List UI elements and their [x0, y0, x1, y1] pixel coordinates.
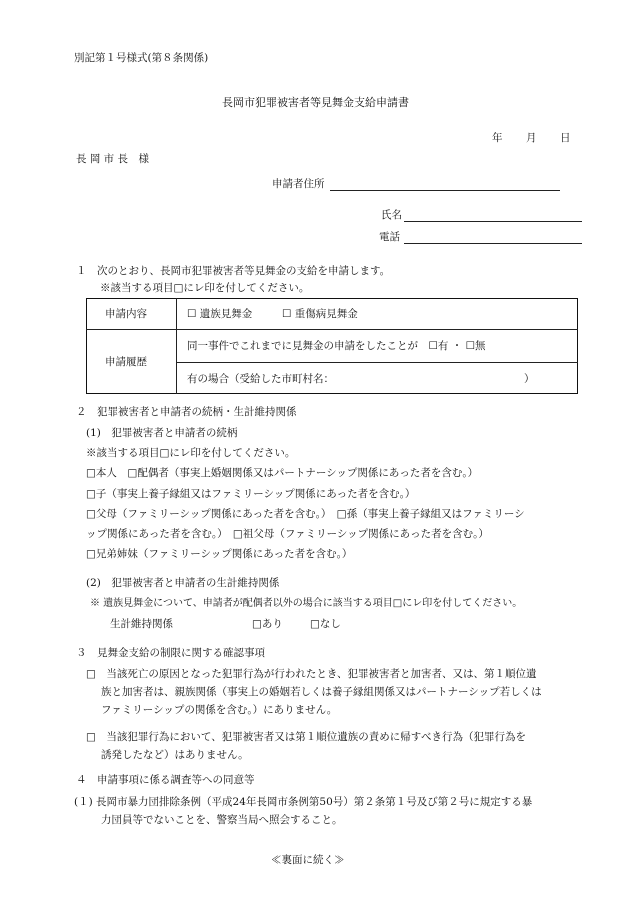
section3-item1-line1[interactable]: □ 当該死亡の原因となった犯罪行為が行われたとき、犯罪被害者と加害者、又は、第１順位遺	[86, 668, 537, 680]
section1-note: ※該当する項目□にレ印を付してください。	[100, 282, 310, 294]
applicant-address-label: 申請者住所	[272, 178, 325, 190]
section1-heading: １ 次のとおり、長岡市犯罪被害者等見舞金の支給を申請します。	[76, 265, 391, 277]
section4-item1-line1: (１) 長岡市暴力団排除条例（平成24年長岡市条例第50号）第２条第１号及び第２号に規定する暴	[74, 796, 533, 808]
section3-heading: ３ 見舞金支給の制限に関する確認事項	[76, 647, 265, 659]
relation-line5[interactable]: □兄弟姉妹（ファミリーシップ関係にあった者を含む。）	[86, 548, 353, 560]
relation-line4[interactable]: ップ関係にあった者を含む。） □祖父母（ファミリーシップ関係にあった者を含む。）	[86, 528, 489, 540]
section2-heading: ２ 犯罪被害者と申請者の続柄・生計維持関係	[76, 406, 297, 418]
table-row2-label: 申請履歴	[105, 356, 147, 368]
livelihood-yes-checkbox[interactable]: □あり	[252, 618, 283, 630]
applicant-name-field[interactable]	[404, 221, 582, 222]
livelihood-label: 生計維持関係	[110, 618, 173, 630]
date-day: 日	[560, 132, 571, 144]
section2-note2: ※ 遺族見舞金について、申請者が配偶者以外の場合に該当する項目□にレ印を付してください。	[90, 598, 523, 609]
checkbox-bereaved-benefit[interactable]: ☐ 遺族見舞金	[187, 308, 253, 320]
date-month: 月	[526, 132, 537, 144]
relation-line2[interactable]: □子（事実上養子縁組又はファミリーシップ関係にあった者を含む。）	[86, 488, 416, 500]
table-divider-row1	[86, 329, 578, 330]
page-title: 長岡市犯罪被害者等見舞金支給申請書	[222, 96, 409, 109]
prior-municipality-label: 有の場合（受給した市町村名：	[187, 373, 334, 385]
section4-item1-line2: 力団員等でないことを、警察当局へ照会すること。	[101, 814, 343, 826]
relation-line1[interactable]: □本人 □配偶者（事実上婚姻関係又はパートナーシップ関係にあった者を含む。）	[86, 467, 479, 479]
checkbox-serious-injury-benefit[interactable]: ☐ 重傷病見舞金	[282, 308, 358, 320]
form-number: 別記第１号様式(第８条関係)	[74, 52, 209, 64]
section3-item2-line1[interactable]: □ 当該犯罪行為において、犯罪被害者又は第１順位遺族の責めに帰すべき行為（犯罪行為を	[86, 731, 526, 743]
prior-application-question[interactable]: 同一事件でこれまでに見舞金の申請をしたことが ☐有 ・ ☐無	[187, 340, 486, 352]
applicant-name-label: 氏名	[381, 209, 402, 221]
relation-line3[interactable]: □父母（ファミリーシップ関係にあった者を含む。） □孫（事実上養子縁組又はファミリーシ	[86, 508, 525, 520]
addressee: 長 岡 市 長 様	[76, 153, 150, 165]
table-divider-row2	[176, 362, 578, 363]
section2-sub1: (1) 犯罪被害者と申請者の続柄	[86, 427, 238, 439]
applicant-phone-label: 電話	[379, 231, 400, 243]
section2-sub2: (2) 犯罪被害者と申請者の生計維持関係	[86, 577, 280, 589]
section3-item1-line3: ファミリーシップの関係を含む。）にありません。	[101, 704, 338, 716]
livelihood-no-checkbox[interactable]: □なし	[310, 618, 341, 630]
section4-heading: ４ 申請事項に係る調査等への同意等	[76, 774, 255, 786]
section2-note: ※該当する項目□にレ印を付してください。	[86, 447, 296, 459]
table-divider-vertical	[176, 298, 177, 394]
prior-municipality-close: ）	[524, 373, 535, 385]
date-year: 年	[492, 132, 503, 144]
section3-item2-line2: 誘発したなど）はありません。	[101, 749, 249, 761]
continued-on-back: ≪裏面に続く≫	[271, 854, 345, 866]
applicant-address-field[interactable]	[330, 190, 560, 191]
section3-item1-line2: 族と加害者は、親族関係（事実上の婚姻若しくは養子縁組関係又はパートナーシップ若しくは	[101, 686, 542, 698]
applicant-phone-field[interactable]	[404, 243, 582, 244]
table-row1-label: 申請内容	[105, 308, 147, 320]
